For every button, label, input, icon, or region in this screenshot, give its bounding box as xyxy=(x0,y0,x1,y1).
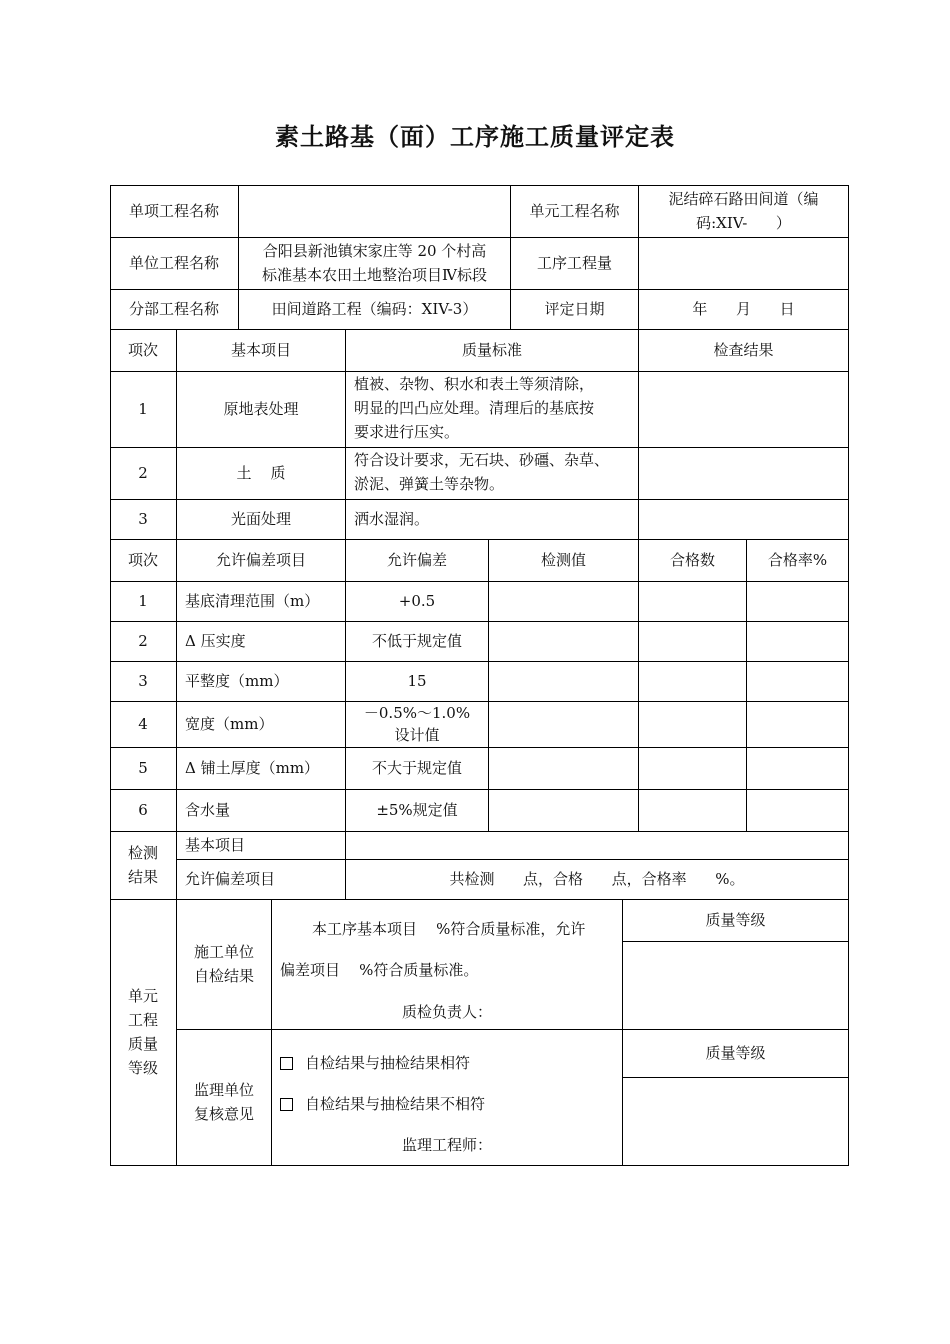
review-option-inconsistent[interactable] xyxy=(272,1090,622,1118)
dev-header-measured: 检测值 xyxy=(540,551,586,569)
eval-date-label: 评定日期 xyxy=(544,300,605,318)
dev-row-6-item: 含水量 xyxy=(185,801,231,819)
dev-row-1-item: 基底清理范围（m） xyxy=(185,592,320,610)
basic-row-3-no: 3 xyxy=(138,510,148,528)
basic-row-1-standard-line1: 植被、杂物、积水和表土等须清除， xyxy=(354,375,595,393)
dev-row-2-item: Δ 压实度 xyxy=(185,632,246,650)
basic-row-2-standard xyxy=(346,447,638,499)
division-label: 分部工程名称 xyxy=(128,300,219,318)
checkbox-icon[interactable] xyxy=(280,1057,293,1070)
basic-row-2-standard-line1: 符合设计要求，无石块、砂礓、杂草、 xyxy=(354,451,610,469)
self-check-signer: 质检负责人： xyxy=(401,1003,492,1021)
dev-row-1-rate[interactable] xyxy=(747,581,848,621)
review-label-line2: 复核意见 xyxy=(193,1105,254,1123)
dev-row-1-measured[interactable] xyxy=(489,581,638,621)
self-check-label-line2: 自检结果 xyxy=(193,967,254,985)
basic-row-2-item: 土 质 xyxy=(236,464,286,482)
dev-row-6-allow: ±5%规定值 xyxy=(376,801,458,819)
detection-deviation-text[interactable]: 共检测 点，合格 点，合格率 %。 xyxy=(449,870,745,888)
detection-basic-value[interactable] xyxy=(346,831,848,859)
unit-element-value-line1: 泥结碎石路田间道（编 xyxy=(668,190,819,208)
dev-row-4-passed[interactable] xyxy=(639,701,746,747)
eval-date-value[interactable]: 年 月 日 xyxy=(692,300,795,318)
review-option-consistent-label: 自检结果与抽检结果相符 xyxy=(305,1054,471,1072)
detection-deviation-label: 允许偏差项目 xyxy=(185,870,276,888)
dev-row-3-passed[interactable] xyxy=(639,661,746,701)
dev-row-2-measured[interactable] xyxy=(489,621,638,661)
dev-row-4-allow-line2: 设计值 xyxy=(394,726,440,744)
unit-project-value-line2: 标准基本农田土地整治项目Ⅳ标段 xyxy=(262,266,487,284)
unit-element-label: 单元工程名称 xyxy=(529,202,620,220)
item-project-label: 单项工程名称 xyxy=(128,202,219,220)
basic-row-3-standard: 洒水湿润。 xyxy=(354,510,430,528)
self-check-text-line2: 偏差项目 %符合质量标准。 xyxy=(280,961,479,979)
basic-row-1-standard xyxy=(346,371,638,447)
grade-label-line1: 单元 xyxy=(127,987,158,1005)
dev-row-2-rate[interactable] xyxy=(747,621,848,661)
dev-row-2-no: 2 xyxy=(138,632,148,650)
basic-header-standard: 质量标准 xyxy=(461,341,522,359)
grade-label-line2: 工程 xyxy=(127,1011,158,1029)
self-check-label-line1: 施工单位 xyxy=(193,943,254,961)
dev-row-4-allow xyxy=(346,701,488,747)
grade-label xyxy=(110,899,176,1165)
basic-row-1-result[interactable] xyxy=(639,371,848,447)
basic-row-1-standard-line3: 要求进行压实。 xyxy=(354,423,460,441)
dev-header-no: 项次 xyxy=(127,551,158,569)
dev-row-3-allow: 15 xyxy=(407,672,427,690)
basic-row-3-result[interactable] xyxy=(639,499,848,539)
detection-label-line2: 结果 xyxy=(127,868,158,886)
dev-row-6-measured[interactable] xyxy=(489,789,638,831)
unit-project-value-line1: 合阳县新池镇宋家庄等 20 个村高 xyxy=(262,242,487,260)
review-label-line1: 监理单位 xyxy=(193,1081,254,1099)
dev-row-3-no: 3 xyxy=(138,672,148,690)
basic-row-1-standard-line2: 明显的凹凸应处理。清理后的基底按 xyxy=(354,399,595,417)
dev-row-4-allow-line1: －0.5%～1.0% xyxy=(363,704,471,722)
detection-basic-label: 基本项目 xyxy=(185,836,246,854)
unit-element-value[interactable] xyxy=(639,185,848,237)
quality-grade-value-self[interactable] xyxy=(623,942,848,1029)
dev-header-item: 允许偏差项目 xyxy=(215,551,306,569)
quality-grade-value-review[interactable] xyxy=(623,1078,848,1165)
basic-header-item: 基本项目 xyxy=(230,341,291,359)
dev-row-6-passed[interactable] xyxy=(639,789,746,831)
process-quantity-label: 工序工程量 xyxy=(536,254,612,272)
unit-project-label: 单位工程名称 xyxy=(128,254,219,272)
quality-grade-label-review: 质量等级 xyxy=(705,1044,766,1062)
dev-row-5-item: Δ 铺土厚度（mm） xyxy=(185,759,320,777)
dev-row-4-item: 宽度（mm） xyxy=(185,715,274,733)
dev-header-rate: 合格率% xyxy=(767,551,828,569)
dev-row-5-allow: 不大于规定值 xyxy=(371,759,462,777)
basic-row-2-result[interactable] xyxy=(639,447,848,499)
basic-row-2-no: 2 xyxy=(138,464,148,482)
dev-row-1-allow: +0.5 xyxy=(398,592,436,610)
dev-row-4-no: 4 xyxy=(138,715,148,733)
dev-row-6-no: 6 xyxy=(138,801,148,819)
detection-label xyxy=(110,831,176,899)
dev-row-3-measured[interactable] xyxy=(489,661,638,701)
quality-grade-label-self: 质量等级 xyxy=(705,911,766,929)
dev-header-passed: 合格数 xyxy=(669,551,715,569)
review-option-inconsistent-label: 自检结果与抽检结果不相符 xyxy=(305,1095,486,1113)
self-check-label xyxy=(177,899,271,1029)
dev-row-5-measured[interactable] xyxy=(489,747,638,789)
basic-row-3-item: 光面处理 xyxy=(230,510,291,528)
review-option-consistent[interactable] xyxy=(272,1049,622,1077)
form-title: 素土路基（面）工序施工质量评定表 xyxy=(275,123,675,151)
checkbox-icon[interactable] xyxy=(280,1098,293,1111)
dev-row-1-no: 1 xyxy=(138,592,148,610)
dev-row-2-allow: 不低于规定值 xyxy=(371,632,462,650)
dev-row-4-rate[interactable] xyxy=(747,701,848,747)
quality-evaluation-table xyxy=(110,185,849,1166)
dev-row-3-rate[interactable] xyxy=(747,661,848,701)
dev-row-6-rate[interactable] xyxy=(747,789,848,831)
process-quantity-value[interactable] xyxy=(639,237,848,289)
dev-row-4-measured[interactable] xyxy=(489,701,638,747)
division-value[interactable]: 田间道路工程（编码：XIV-3） xyxy=(271,300,478,318)
dev-row-5-rate[interactable] xyxy=(747,747,848,789)
basic-header-no: 项次 xyxy=(127,341,158,359)
basic-row-1-item: 原地表处理 xyxy=(223,400,299,418)
unit-project-value[interactable] xyxy=(239,237,510,289)
review-label xyxy=(177,1029,271,1165)
dev-row-5-passed[interactable] xyxy=(639,747,746,789)
item-project-value[interactable] xyxy=(239,185,510,237)
dev-header-allow: 允许偏差 xyxy=(386,551,447,569)
basic-row-2-standard-line2: 淤泥、弹簧土等杂物。 xyxy=(354,475,505,493)
grade-label-line3: 质量 xyxy=(127,1035,158,1053)
unit-element-value-line2: 码:XIV- ） xyxy=(696,214,791,232)
dev-row-3-item: 平整度（mm） xyxy=(185,672,289,690)
detection-label-line1: 检测 xyxy=(127,844,158,862)
review-signer: 监理工程师： xyxy=(401,1136,492,1154)
grade-label-line4: 等级 xyxy=(127,1059,158,1077)
dev-row-2-passed[interactable] xyxy=(639,621,746,661)
basic-row-1-no: 1 xyxy=(138,400,148,418)
basic-header-result: 检查结果 xyxy=(713,341,774,359)
dev-row-1-passed[interactable] xyxy=(639,581,746,621)
self-check-text-line1: 本工序基本项目 %符合质量标准，允许 xyxy=(312,920,586,938)
dev-row-5-no: 5 xyxy=(138,759,148,777)
